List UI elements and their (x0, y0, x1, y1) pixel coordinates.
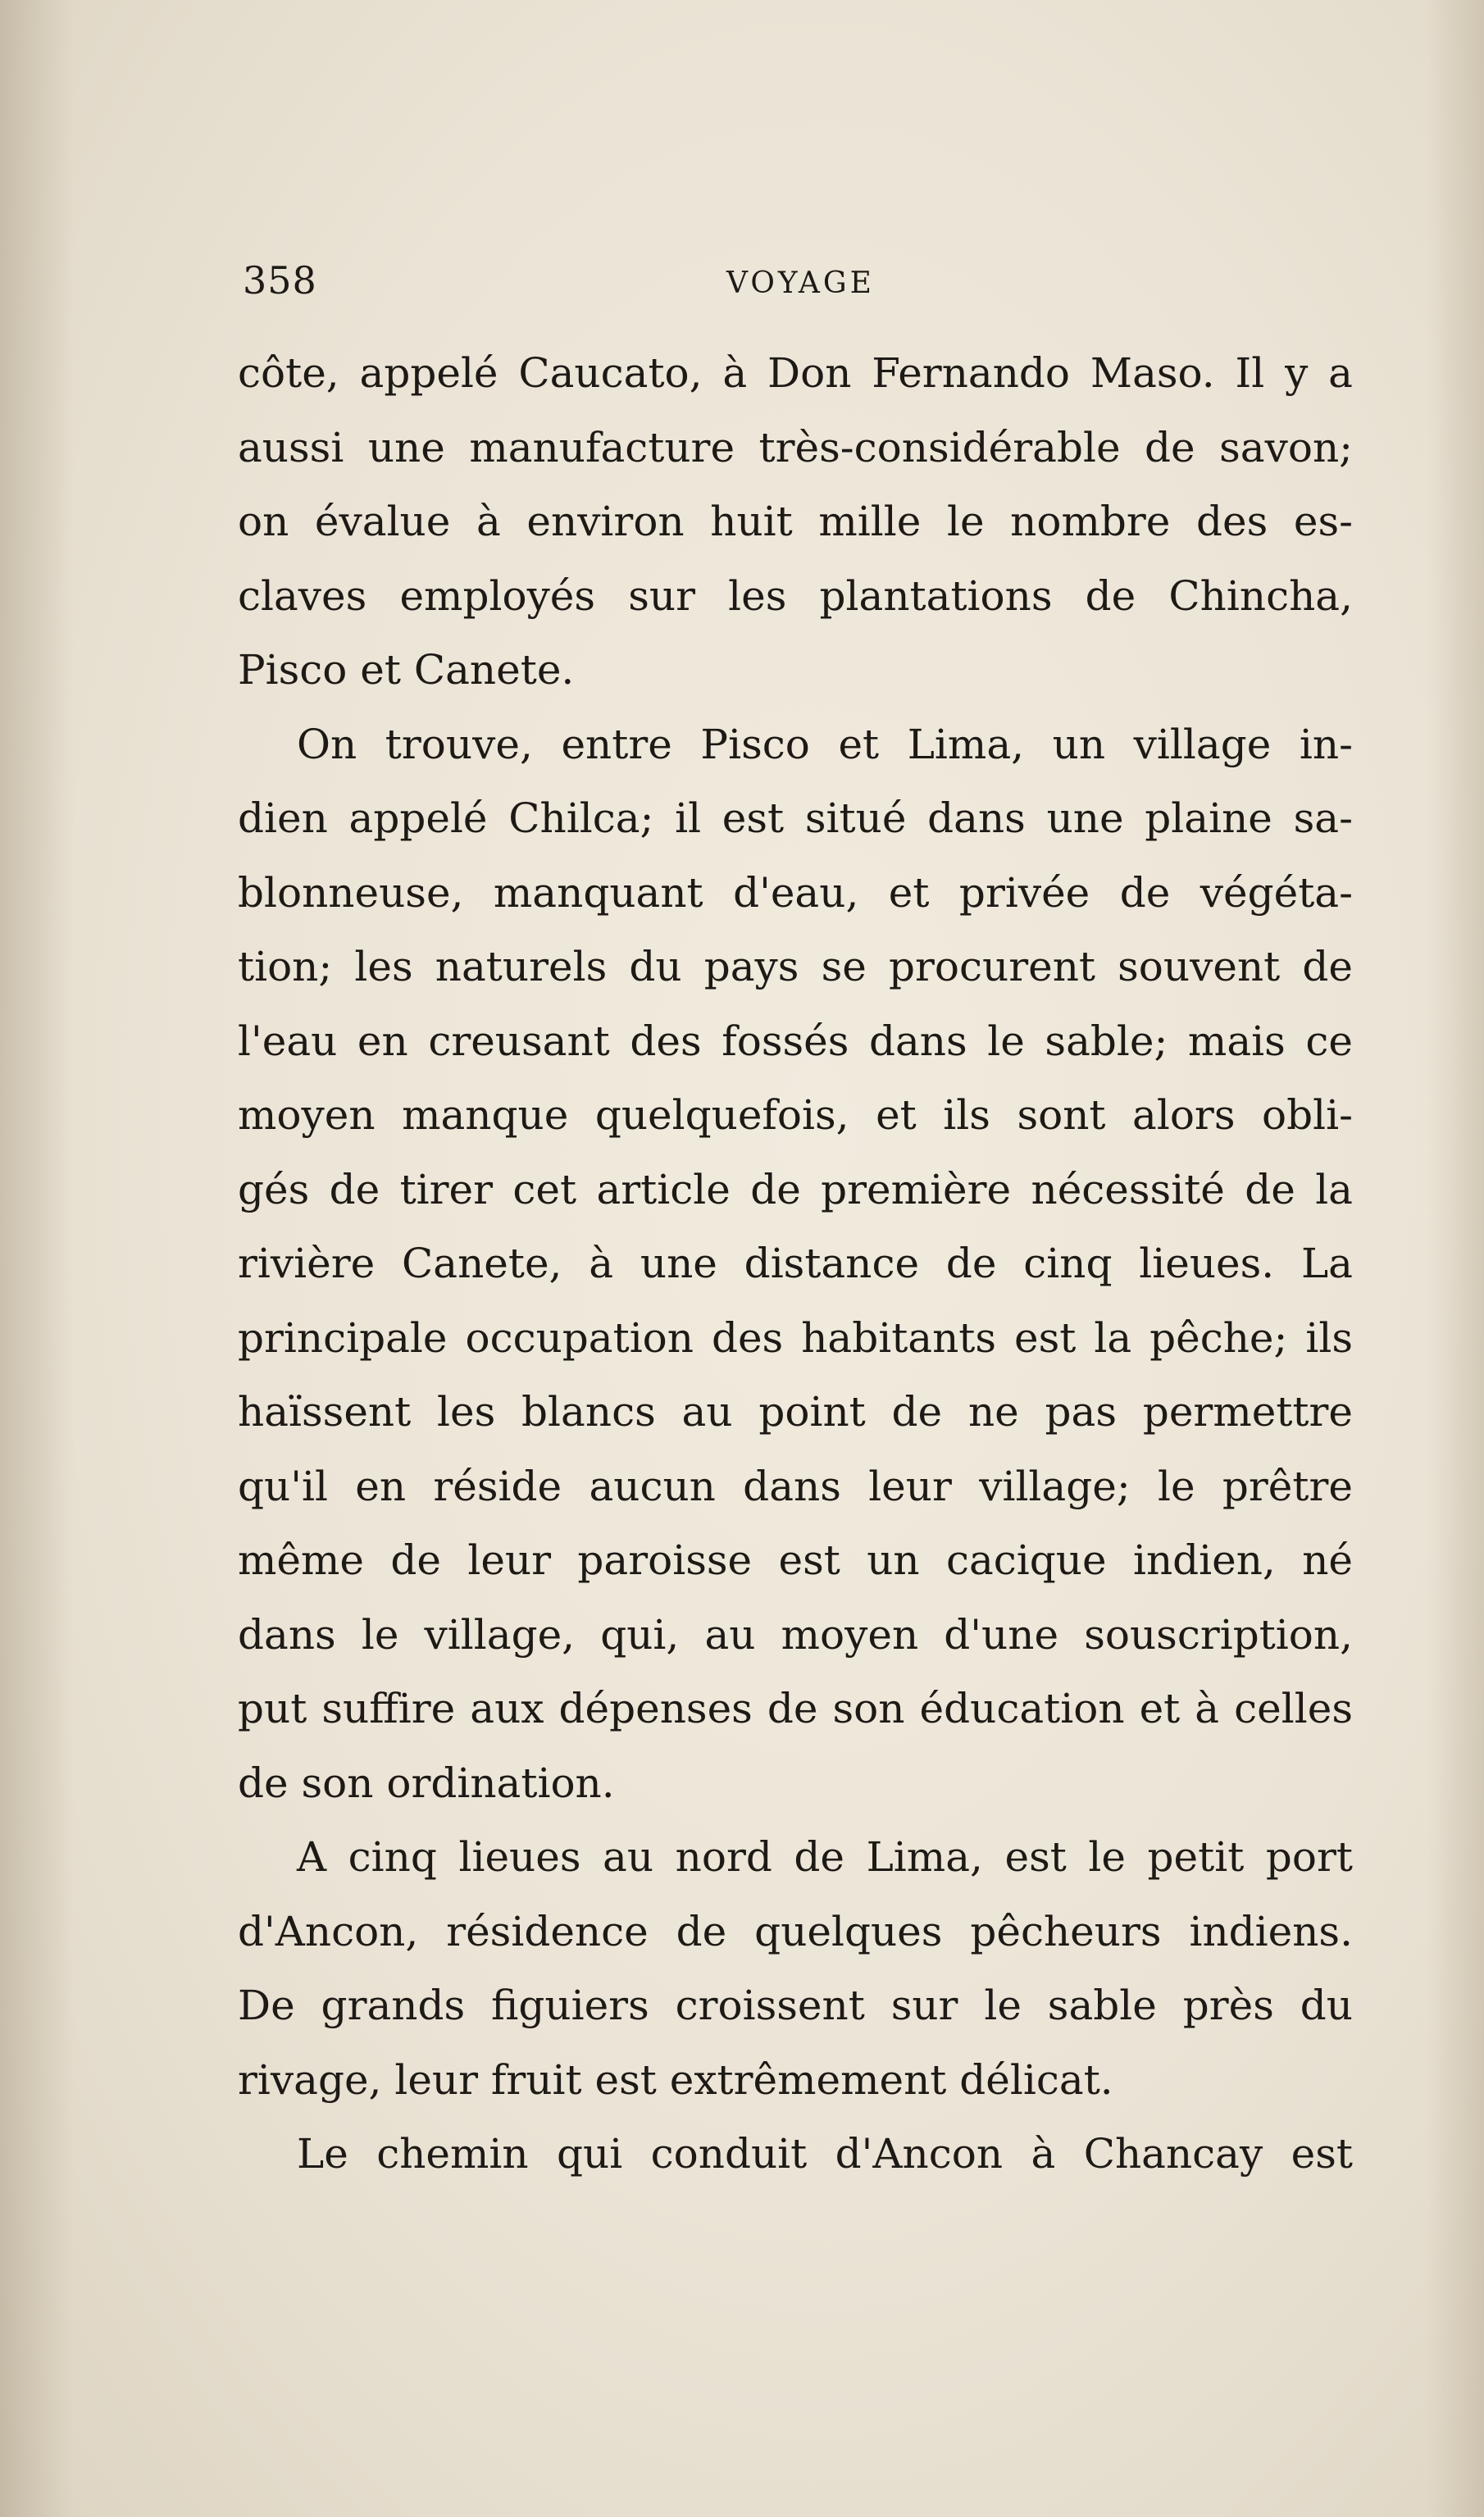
text-line: tion; les naturels du pays se procurent souvent de (238, 943, 1353, 990)
body-text (238, 336, 1353, 2192)
text-line: blonneuse, manquant d'eau, et privée de végéta- (238, 868, 1353, 917)
text-line: haïssent les blancs au point de ne pas permettre (238, 1388, 1353, 1436)
text-line: qu'il en réside aucun dans leur village; le prêtre (238, 1462, 1353, 1510)
text-line: Le chemin qui conduit d'Ancon à Chancay est (297, 2130, 1353, 2178)
text-line: On trouve, entre Pisco et Lima, un village in- (297, 720, 1353, 768)
text-line: moyen manque quelquefois, et ils sont alors obli- (238, 1091, 1353, 1139)
text-line: put suffire aux dépenses de son éducation et à celles (238, 1685, 1353, 1732)
text-line: dans le village, qui, au moyen d'une souscription, (238, 1610, 1353, 1659)
text-line: aussi une manufacture très-considérable de savon; (238, 423, 1353, 471)
text-line: dien appelé Chilca; il est situé dans une plaine sa- (238, 794, 1353, 842)
text-line: l'eau en creusant des fossés dans le sable; mais ce (238, 1017, 1353, 1065)
text-line: De grands figuiers croissent sur le sable près du (238, 1982, 1353, 2029)
page-header (243, 256, 1350, 305)
text-line: claves employés sur les plantations de Chincha, (238, 571, 1353, 620)
text-line: principale occupation des habitants est la pêche; ils (238, 1313, 1353, 1362)
text-line: on évalue à environ huit mille le nombre des es- (238, 498, 1353, 545)
text-line: de son ordination. (238, 1759, 615, 1807)
text-line: même de leur paroisse est un cacique indien, né (238, 1536, 1353, 1584)
text-line: A cinq lieues au nord de Lima, est le petit port (297, 1833, 1353, 1881)
text-line: côte, appelé Caucato, à Don Fernando Maso. Il y a (238, 349, 1353, 397)
text-line: Pisco et Canete. (238, 646, 575, 694)
text-line: rivage, leur fruit est extrêmement délicat. (238, 2055, 1113, 2104)
page-number: 358 (243, 258, 317, 303)
text-line: d'Ancon, résidence de quelques pêcheurs indiens. (238, 1907, 1353, 1955)
text-line: gés de tirer cet article de première nécessité de la (238, 1165, 1353, 1213)
running-head: VOYAGE (726, 266, 875, 300)
text-line: rivière Canete, à une distance de cinq lieues. La (238, 1240, 1353, 1287)
